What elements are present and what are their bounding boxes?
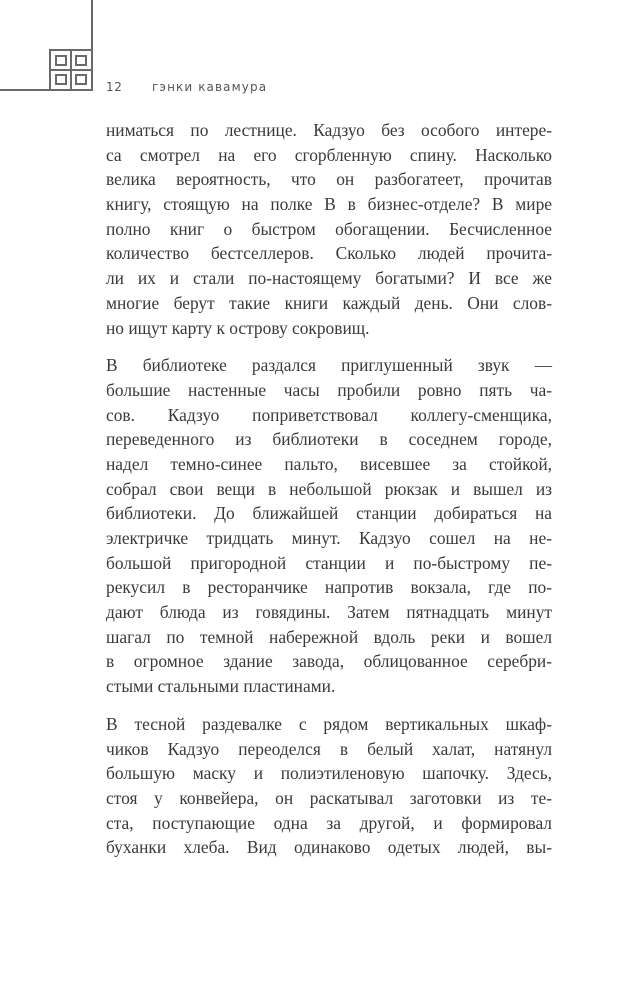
text-line: велика вероятность, что он разбогатеет, прочитав [106, 169, 552, 190]
paragraph-2 [106, 353, 552, 699]
text-line: большой пригородной станции и по-быстрому пе- [106, 552, 552, 573]
text-line: сов. Кадзуо поприветствовал коллегу-сменщика, [106, 404, 552, 425]
text-line: книгу, стоящую на полке B в бизнес-отделе? В мире [106, 194, 552, 215]
text-line: большие настенные часы пробили ровно пять ча- [106, 379, 552, 400]
text-line: са смотрел на его сгорбленную спину. Насколько [106, 144, 552, 165]
text-line: буханки хлеба. Вид одинаково одетых людей, вы- [106, 837, 552, 858]
text-line: переведенного из библиотеки в соседнем городе, [106, 429, 552, 450]
text-line: ниматься по лестнице. Кадзуо без особого интере- [106, 120, 552, 140]
text-line: многие берут такие книги каждый день. Они слов- [106, 292, 552, 313]
fret-square-ornament-icon [0, 0, 100, 100]
text-line: в огромное здание завода, облицованное серебри- [106, 651, 552, 672]
text-line: дают блюда из говядины. Затем пятнадцать минут [106, 602, 552, 623]
text-line: но ищут карту к острову сокровищ. [106, 317, 370, 338]
text-line: большую маску и полиэтиленовую шапочку. Здесь, [106, 763, 552, 784]
text-line: ли их и стали по-настоящему богатыми? И все же [106, 268, 552, 289]
text-line: чиков Кадзуо переоделся в белый халат, натянул [106, 738, 552, 759]
running-title: гэнки кавамура [152, 80, 268, 94]
paragraph-1 [106, 118, 552, 340]
text-line: количество бестселлеров. Сколько людей прочита- [106, 243, 552, 264]
text-line: собрал свои вещи в небольшой рюкзак и вышел из [106, 478, 552, 499]
text-line: библиотеки. До ближайшей станции добираться на [106, 503, 552, 524]
text-line: В тесной раздевалке с рядом вертикальных шкаф- [106, 713, 552, 734]
body-text [106, 118, 552, 873]
text-line: надел темно-синее пальто, висевшее за стойкой, [106, 453, 552, 474]
text-line: электричке тридцать минут. Кадзуо сошел на не- [106, 528, 552, 548]
text-line: шагал по темной набережной вдоль реки и вошел [106, 626, 552, 647]
text-line: стыми стальными пластинами. [106, 676, 336, 697]
text-line: полно книг о быстром обогащении. Бесчисленное [106, 218, 552, 239]
page-number: 12 [106, 80, 123, 94]
text-line: В библиотеке раздался приглушенный звук — [106, 355, 552, 376]
running-header [106, 80, 267, 96]
text-line: ста, поступающие одна за другой, и формировал [106, 812, 552, 833]
paragraph-3 [106, 712, 552, 860]
text-line: стоя у конвейера, он раскатывал заготовки из те- [106, 787, 552, 808]
text-line: рекусил в ресторанчике напротив вокзала, где по- [106, 577, 552, 598]
